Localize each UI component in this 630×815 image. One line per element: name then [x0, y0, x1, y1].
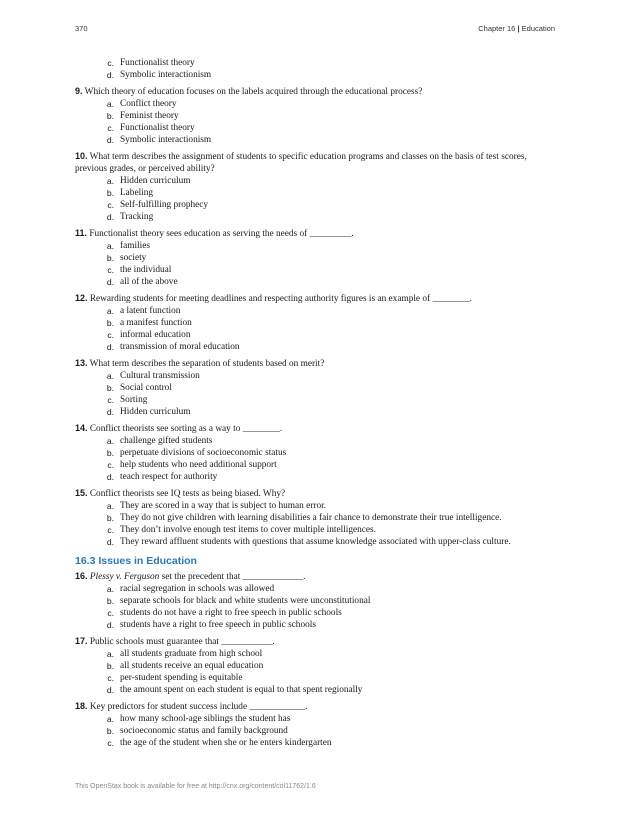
answer-option [75, 329, 557, 341]
question [75, 150, 557, 175]
option-text: how many school-age siblings the student has [120, 714, 291, 724]
option-text: transmission of moral education [120, 342, 240, 352]
option-text: perpetuate divisions of socioeconomic status [120, 448, 287, 458]
option-letter: d. [106, 537, 114, 547]
question-number: 14. [75, 423, 88, 433]
option-letter: a. [106, 371, 114, 381]
case-name: Plessy v. Ferguson [89, 572, 160, 582]
option-letter: b. [106, 253, 114, 263]
option-text: a manifest function [120, 318, 192, 328]
option-text: Tracking [120, 212, 154, 222]
question-number: 10. [75, 151, 88, 161]
answer-option [75, 725, 557, 737]
header-separator: | [515, 24, 522, 33]
option-letter: b. [106, 596, 114, 606]
answer-option [75, 595, 557, 607]
option-text: per-student spending is equitable [120, 673, 243, 683]
answer-option [75, 57, 557, 69]
option-text: help students who need additional support [120, 460, 277, 470]
option-text: racial segregation in schools was allowed [120, 584, 275, 594]
option-text: the age of the student when she or he enters kindergarten [120, 738, 332, 748]
answer-option [75, 524, 557, 536]
answer-option [75, 199, 557, 211]
option-text: families [120, 241, 150, 251]
answer-option [75, 252, 557, 264]
chapter-label: Chapter 16 [478, 24, 516, 33]
option-text: Social control [120, 383, 172, 393]
answer-option [75, 110, 557, 122]
answer-option [75, 134, 557, 146]
option-letter: c. [107, 330, 114, 340]
answer-option [75, 471, 557, 483]
option-text: They do not give children with learning disabilities a fair chance to demonstrate their true intelligence. [120, 513, 502, 523]
option-letter: d. [106, 620, 114, 630]
answer-option [75, 619, 557, 631]
option-letter: b. [106, 111, 114, 121]
option-letter: c. [107, 608, 114, 618]
option-text: Functionalist theory [120, 58, 195, 68]
option-letter: d. [106, 342, 114, 352]
answer-option [75, 435, 557, 447]
answer-option [75, 305, 557, 317]
answer-option [75, 500, 557, 512]
question-text: Conflict theorists see IQ tests as being biased. Why? [89, 489, 286, 499]
option-letter: b. [106, 383, 114, 393]
page-number: 370 [75, 24, 88, 33]
carryover-options [75, 57, 557, 81]
question-text: Which theory of education focuses on the labels acquired through the educational process? [84, 87, 423, 97]
option-letter: c. [107, 525, 114, 535]
option-letter: c. [107, 123, 114, 133]
option-letter: a. [106, 501, 114, 511]
answer-option [75, 264, 557, 276]
question [75, 227, 557, 240]
running-header [478, 24, 555, 33]
answer-option [75, 175, 557, 187]
question-text: Conflict theorists see sorting as a way to ________. [89, 424, 283, 434]
question [75, 422, 557, 435]
question-number: 15. [75, 488, 88, 498]
option-text: all students receive an equal education [120, 661, 264, 671]
option-letter: c. [107, 58, 114, 68]
option-text: challenge gifted students [120, 436, 213, 446]
option-letter: a. [106, 649, 114, 659]
option-text: Conflict theory [120, 99, 177, 109]
option-text: students have a right to free speech in public schools [120, 620, 316, 630]
option-text: Hidden curriculum [120, 407, 191, 417]
question-text: set the precedent that _____________. [159, 572, 306, 582]
answer-option [75, 447, 557, 459]
answer-option [75, 512, 557, 524]
answer-option [75, 240, 557, 252]
answer-option [75, 406, 557, 418]
option-letter: b. [106, 188, 114, 198]
option-text: Feminist theory [120, 111, 179, 121]
questions-block-b [75, 570, 557, 749]
question-number: 9. [75, 86, 83, 96]
option-letter: d. [106, 70, 114, 80]
option-letter: d. [106, 685, 114, 695]
answer-option [75, 317, 557, 329]
question-number: 16. [75, 571, 88, 581]
option-text: all of the above [120, 277, 178, 287]
option-text: Symbolic interactionism [120, 70, 212, 80]
option-letter: b. [106, 448, 114, 458]
option-letter: c. [107, 460, 114, 470]
answer-option [75, 536, 557, 548]
answer-option [75, 276, 557, 288]
question-number: 11. [75, 228, 88, 238]
option-letter: a. [106, 306, 114, 316]
answer-option [75, 672, 557, 684]
question-text: Functionalist theory sees education as serving the needs of _________. [89, 229, 354, 239]
answer-option [75, 583, 557, 595]
option-text: all students graduate from high school [120, 649, 263, 659]
option-text: the individual [120, 265, 172, 275]
option-text: They don’t involve enough test items to cover multiple intelligences. [120, 525, 376, 535]
option-letter: a. [106, 714, 114, 724]
answer-option [75, 122, 557, 134]
option-text: informal education [120, 330, 191, 340]
answer-option [75, 370, 557, 382]
option-letter: c. [107, 738, 114, 748]
footer-note: This OpenStax book is available for free at http://cnx.org/content/col11762/1.6 [75, 783, 316, 790]
question-text: What term describes the separation of students based on merit? [89, 359, 325, 369]
answer-option [75, 459, 557, 471]
option-letter: c. [107, 265, 114, 275]
question-number: 17. [75, 636, 88, 646]
question-text: What term describes the assignment of students to specific education programs and classes on the basis of test scores, previous grades, or perceived ability? [75, 152, 527, 174]
option-text: separate schools for black and white students were unconstitutional [120, 596, 371, 606]
option-text: a latent function [120, 306, 181, 316]
option-letter: d. [106, 472, 114, 482]
answer-option [75, 394, 557, 406]
answer-option [75, 713, 557, 725]
option-letter: a. [106, 584, 114, 594]
option-text: They are scored in a way that is subject to human error. [120, 501, 327, 511]
option-letter: c. [107, 673, 114, 683]
question-text: Rewarding students for meeting deadlines and respecting authority figures is an example of ________. [89, 294, 472, 304]
question-number: 18. [75, 701, 88, 711]
option-letter: c. [107, 200, 114, 210]
answer-option [75, 660, 557, 672]
option-text: Functionalist theory [120, 123, 195, 133]
questions-block-a [75, 85, 557, 548]
option-text: Cultural transmission [120, 371, 200, 381]
option-letter: b. [106, 513, 114, 523]
option-text: Sorting [120, 395, 148, 405]
option-text: Labeling [120, 188, 154, 198]
option-letter: d. [106, 135, 114, 145]
chapter-title: Education [521, 24, 555, 33]
answer-option [75, 211, 557, 223]
question-text: Public schools must guarantee that ___________. [89, 637, 275, 647]
question-list [75, 57, 557, 749]
option-text: Self-fulfilling prophecy [120, 200, 209, 210]
question [75, 570, 557, 583]
answer-option [75, 737, 557, 749]
question [75, 357, 557, 370]
option-letter: c. [107, 395, 114, 405]
option-letter: d. [106, 277, 114, 287]
answer-option [75, 648, 557, 660]
option-text: society [120, 253, 147, 263]
answer-option [75, 341, 557, 353]
option-text: teach respect for authority [120, 472, 218, 482]
option-letter: a. [106, 241, 114, 251]
question [75, 85, 557, 98]
question-text: Key predictors for student success include ____________. [89, 702, 308, 712]
question [75, 487, 557, 500]
option-text: the amount spent on each student is equal to that spent regionally [120, 685, 363, 695]
answer-option [75, 187, 557, 199]
answer-option [75, 684, 557, 696]
question-number: 13. [75, 358, 88, 368]
option-text: Symbolic interactionism [120, 135, 212, 145]
option-letter: b. [106, 661, 114, 671]
question [75, 700, 557, 713]
option-text: They reward affluent students with questions that assume knowledge associated with upper-class culture. [120, 537, 511, 547]
option-text: socioeconomic status and family background [120, 726, 288, 736]
question-number: 12. [75, 293, 88, 303]
option-letter: b. [106, 318, 114, 328]
section-title: 16.3 Issues in Education [75, 555, 197, 567]
option-text: students do not have a right to free speech in public schools [120, 608, 342, 618]
answer-option [75, 607, 557, 619]
answer-option [75, 382, 557, 394]
option-letter: b. [106, 726, 114, 736]
option-letter: d. [106, 212, 114, 222]
question [75, 292, 557, 305]
answer-option [75, 69, 557, 81]
option-letter: a. [106, 176, 114, 186]
option-letter: d. [106, 407, 114, 417]
option-text: Hidden curriculum [120, 176, 191, 186]
option-letter: a. [106, 99, 114, 109]
answer-option [75, 98, 557, 110]
option-letter: a. [106, 436, 114, 446]
question [75, 635, 557, 648]
